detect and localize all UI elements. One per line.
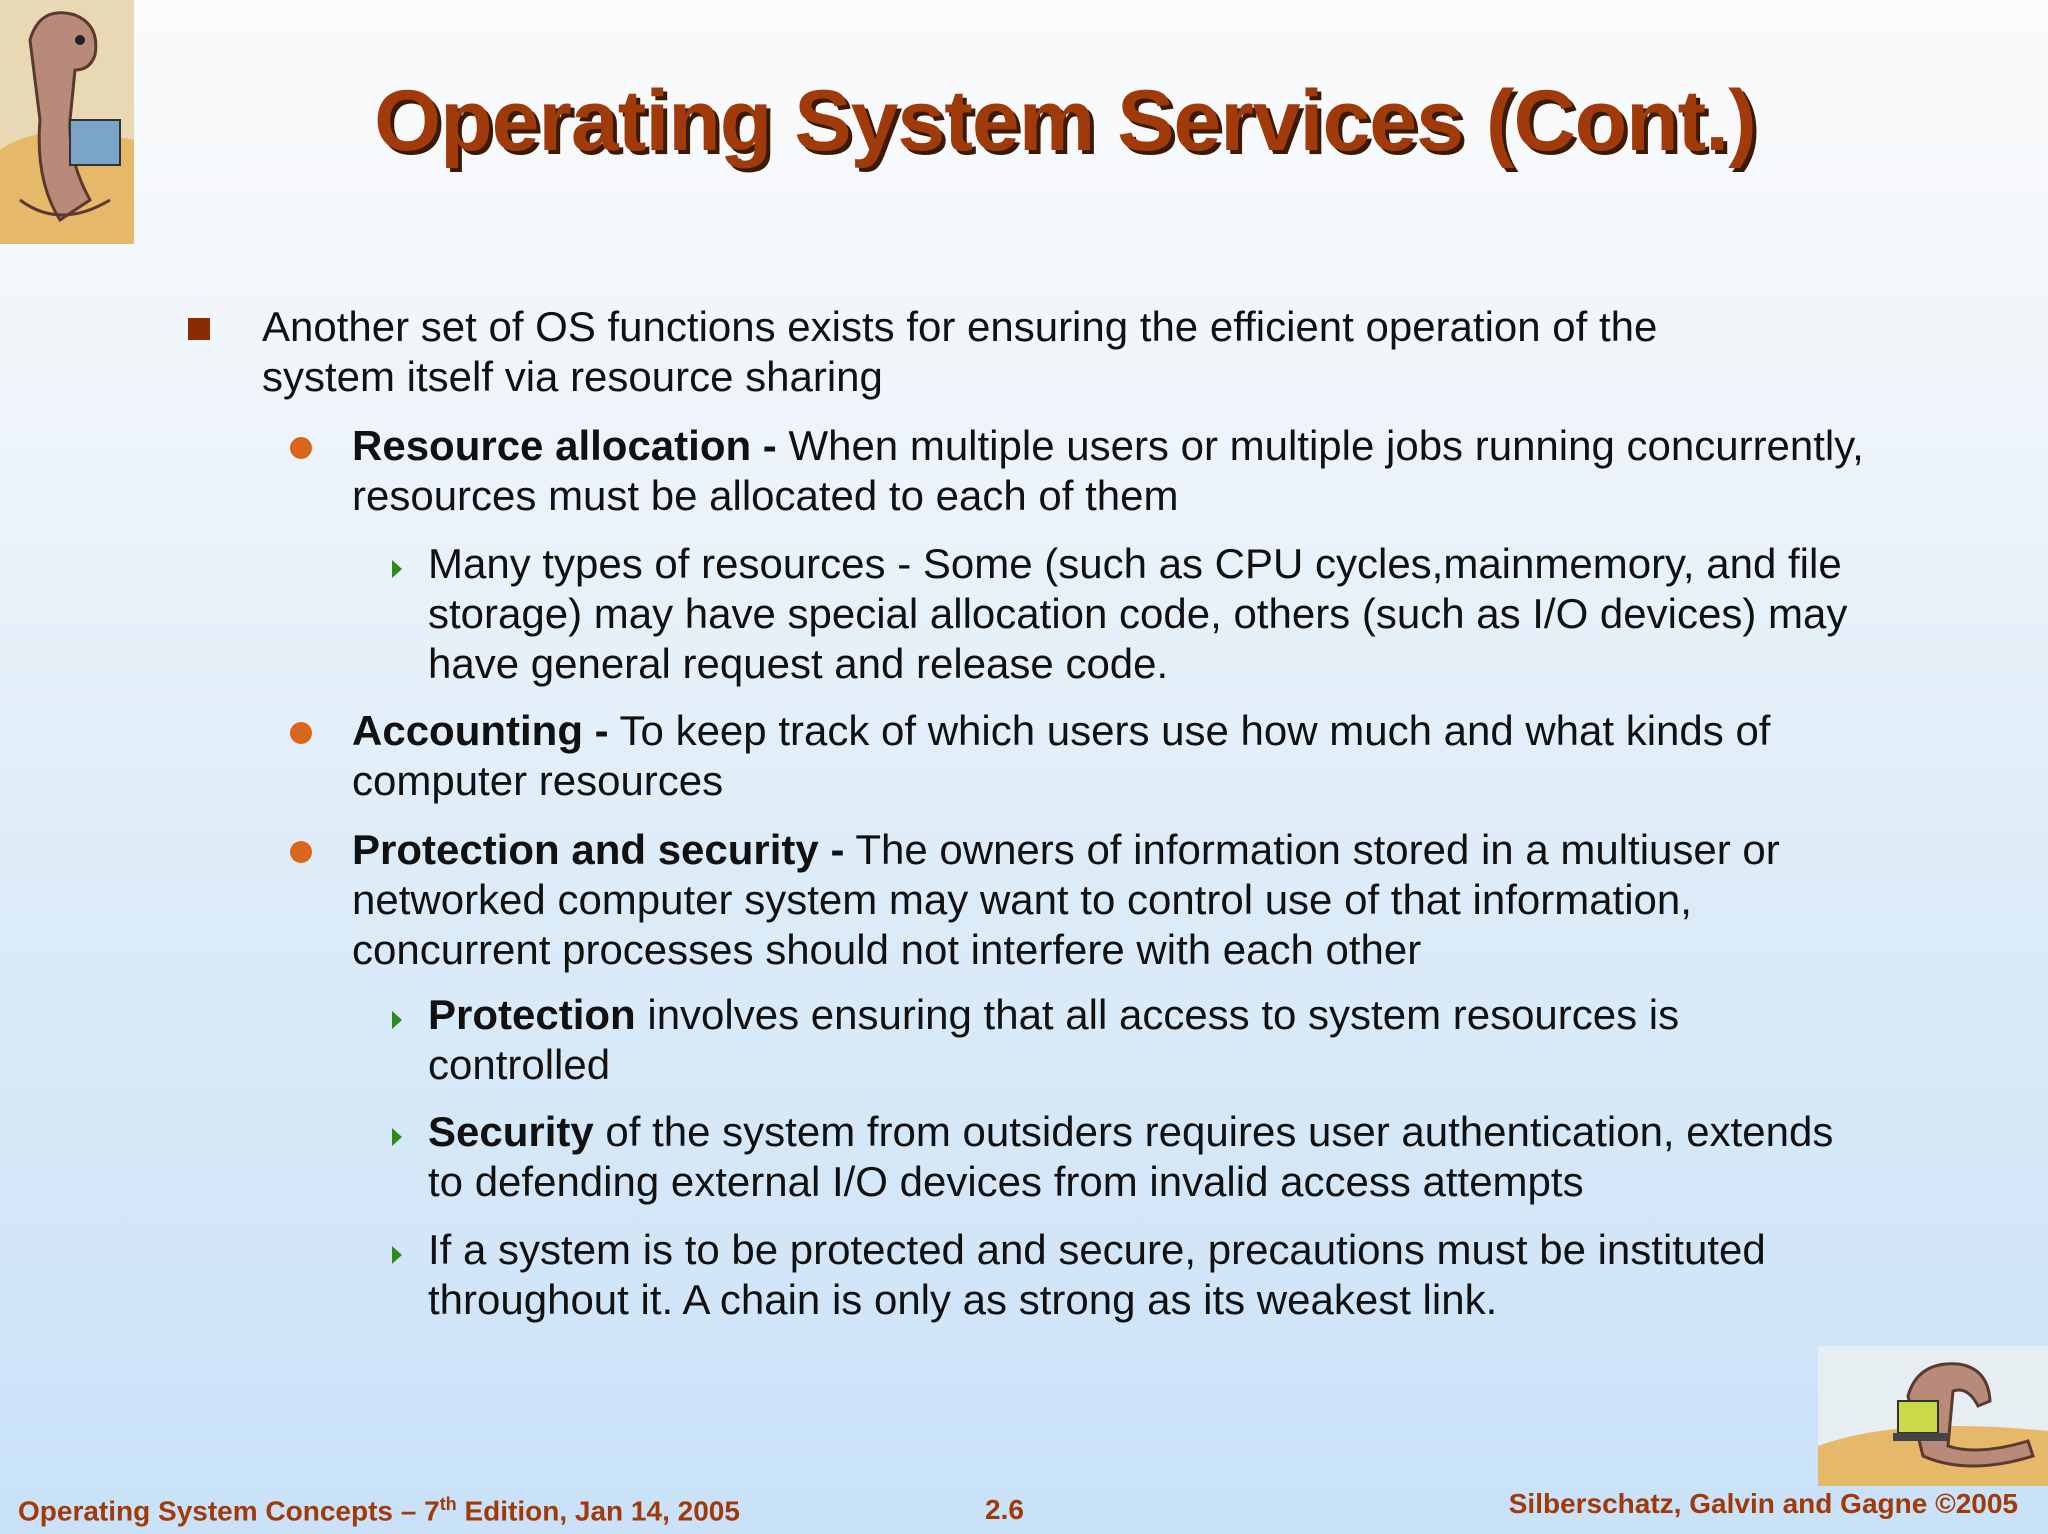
round-bullet-icon xyxy=(290,722,312,744)
square-bullet-icon xyxy=(188,318,210,340)
list-item: If a system is to be protected and secure, precautions must be instituted throughout it. A chain is only as strong as its weakest link. xyxy=(428,1226,1766,1323)
item-text: of the system from outsiders requires user authentication, extends to defending external I/O devices from invalid access attempts xyxy=(428,1108,1834,1205)
item-heading: Security xyxy=(428,1108,594,1155)
round-bullet-icon xyxy=(290,437,312,459)
list-item xyxy=(352,706,1882,806)
arrow-bullet-icon xyxy=(392,1246,402,1264)
item-heading: Protection xyxy=(428,991,636,1038)
footer-page-number: 2.6 xyxy=(985,1494,1024,1525)
round-bullet-icon xyxy=(290,841,312,863)
footer-right: Silberschatz, Galvin and Gagne ©2005 xyxy=(1508,1488,2018,1519)
arrow-bullet-icon xyxy=(392,1128,402,1146)
item-heading: Accounting - xyxy=(352,707,609,754)
list-item: Another set of OS functions exists for ensuring the efficient operation of the system itself via resource sharing xyxy=(262,303,1658,400)
footer-left: Operating System Concepts – 7th Edition, Jan 14, 2005 xyxy=(18,1494,740,1527)
list-item xyxy=(352,825,1882,975)
page-title: Operating System Services (Cont.) xyxy=(374,73,1756,169)
item-heading: Resource allocation - xyxy=(352,422,777,469)
item-text: When multiple users or multiple jobs running concurrently, resources must be allocated to each of them xyxy=(352,422,1864,519)
item-text: involves ensuring that all access to system resources is controlled xyxy=(428,991,1680,1088)
item-text: To keep track of which users use how much and what kinds of computer resources xyxy=(352,707,1771,804)
list-item: Many types of resources - Some (such as CPU cycles,mainmemory, and file storage) may have special allocation code, others (such as I/O devices) may have general request and release code. xyxy=(428,540,1848,687)
list-item xyxy=(352,421,1882,521)
list-item xyxy=(428,1107,1878,1207)
item-text: The owners of information stored in a multiuser or networked computer system may want to control use of that information, concurrent processes should not interfere with each other xyxy=(352,826,1780,973)
arrow-bullet-icon xyxy=(392,1011,402,1029)
list-item xyxy=(428,990,1848,1090)
arrow-bullet-icon xyxy=(392,560,402,578)
item-heading: Protection and security - xyxy=(352,826,845,873)
